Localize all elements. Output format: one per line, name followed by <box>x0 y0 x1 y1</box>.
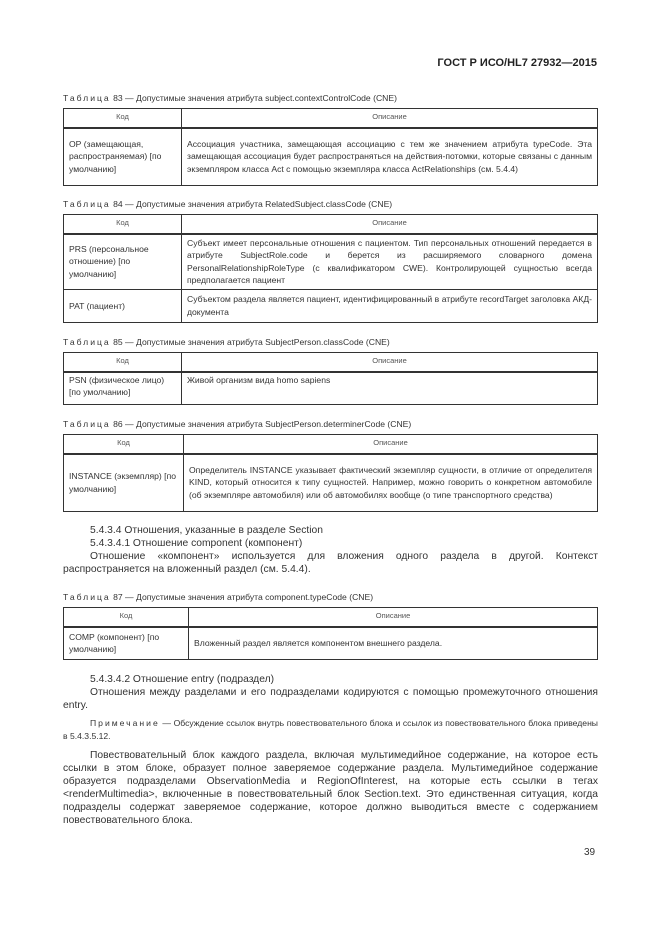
col-code: Код <box>64 353 182 372</box>
table-row <box>64 128 598 186</box>
note-text: — Обсуждение ссылок внутрь повествовательного блока и ссылок из повествовательного блока приведены в 5.4.3.5.12. <box>63 718 598 741</box>
document-header: ГОСТ Р ИСО/HL7 27932—2015 <box>437 57 597 69</box>
paragraph: Отношение «компонент» используется для вложения одного раздела в другой. Контекст распространяется на вложенный раздел (см. 5.4.4). <box>63 551 598 575</box>
code-cell: ОР (замещающая, распространяемая) [по умолчанию] <box>64 128 182 186</box>
caption-label: Таблица <box>63 337 111 347</box>
code-cell: PSN (физическое лицо) [по умолчанию] <box>64 372 182 405</box>
col-desc: Описание <box>189 608 598 627</box>
desc-cell: Субъект имеет персональные отношения с пациентом. Тип персональных отношений передается в атрибуте SubjectRole.code и берется из расширяемого словарного домена PersonalRelationshipRoleType (с квалификатором CWE). Контролирующей сущностью всегда предполагается пациент <box>182 234 598 290</box>
table-row <box>64 454 598 512</box>
col-code: Код <box>64 109 182 128</box>
note <box>63 717 598 743</box>
page-number: 39 <box>584 847 596 858</box>
note-label: Примечание <box>90 718 160 728</box>
table-row <box>64 290 598 323</box>
caption-text: 86 — Допустимые значения атрибута SubjectPerson.determinerCode (CNE) <box>113 419 412 429</box>
table-86-caption <box>63 419 411 429</box>
table-84-caption <box>63 199 392 209</box>
code-cell: INSTANCE (экземпляр) [по умолчанию] <box>64 454 184 512</box>
col-desc: Описание <box>182 353 598 372</box>
col-code: Код <box>64 215 182 234</box>
subsection-heading: 5.4.3.4.1 Отношение component (компонент) <box>90 538 303 549</box>
desc-cell: Субъектом раздела является пациент, идентифицированный в атрибуте recordTarget заголовка АКД-документа <box>182 290 598 323</box>
table-83-caption <box>63 93 397 103</box>
desc-cell: Живой организм вида homo sapiens <box>182 372 598 405</box>
section-heading: 5.4.3.4 Отношения, указанные в разделе Section <box>90 525 324 536</box>
col-desc: Описание <box>184 435 598 454</box>
paragraph: Повествовательный блок каждого раздела, включая мультимедийное содержание, на которое есть ссылки в этом блоке, образует полное заверяемое содержание раздела. Мультимедийное содержание образуется подразделами ObservationMedia и RegionOfInterest, на которые есть ссылки в тегах <renderMultimedia>, включенные в повествовательный блок Section.text. Это единственная ситуация, когда подразделы содержат заверяемое содержание, которое должно выводиться вместе с содержанием повествовательного блока. <box>63 750 598 826</box>
caption-text: 87 — Допустимые значения атрибута component.typeCode (CNE) <box>113 592 374 602</box>
caption-text: 84 — Допустимые значения атрибута RelatedSubject.classCode (CNE) <box>113 199 393 209</box>
col-code: Код <box>64 435 184 454</box>
col-code: Код <box>64 608 189 627</box>
subsection-heading: 5.4.3.4.2 Отношение entry (подраздел) <box>90 674 275 685</box>
table-85-caption <box>63 337 390 347</box>
caption-text: 85 — Допустимые значения атрибута SubjectPerson.classCode (CNE) <box>113 337 390 347</box>
caption-label: Таблица <box>63 592 111 602</box>
code-cell: PAT (пациент) <box>64 290 182 323</box>
table-86 <box>63 434 598 512</box>
caption-text: 83 — Допустимые значения атрибута subject.contextControlCode (CNE) <box>113 93 397 103</box>
col-desc: Описание <box>182 215 598 234</box>
code-cell: COMP (компонент) [по умолчанию] <box>64 627 189 660</box>
code-cell: PRS (персональное отношение) [по умолчанию] <box>64 234 182 290</box>
table-85 <box>63 352 598 405</box>
caption-label: Таблица <box>63 93 111 103</box>
col-desc: Описание <box>182 109 598 128</box>
desc-cell: Определитель INSTANCE указывает фактический экземпляр сущности, в отличие от определителя KIND, который относится к типу сущностей. Например, можно говорить о конкретном автомобиле (об экземпляре автомобиля) или об автомобилях вообще (о типе транспортного средства) <box>184 454 598 512</box>
table-84 <box>63 214 598 323</box>
desc-cell: Ассоциация участника, замещающая ассоциацию с тем же значением атрибута typeCode. Эта замещающая ассоциация будет распространяться на действия-потомки, которые связаны с данным экземпляром класса Act с помощью экземпляра класса ActRelationships (см. 5.4.4) <box>182 128 598 186</box>
table-83 <box>63 108 598 186</box>
desc-cell: Вложенный раздел является компонентом внешнего раздела. <box>189 627 598 660</box>
table-row <box>64 234 598 290</box>
caption-label: Таблица <box>63 199 111 209</box>
table-87 <box>63 607 598 660</box>
paragraph: Отношения между разделами и его подразделами кодируются с помощью промежуточного отношения entry. <box>63 687 598 711</box>
table-row <box>64 627 598 660</box>
table-row <box>64 372 598 405</box>
table-87-caption <box>63 592 373 602</box>
caption-label: Таблица <box>63 419 111 429</box>
